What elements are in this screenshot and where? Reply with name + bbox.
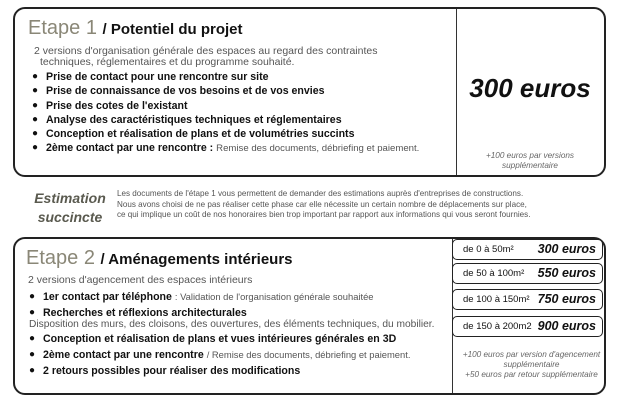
- list-item: ● Analyse des caractéristiques techniques et réglementaires: [32, 114, 419, 126]
- list-item: ● 2ème contact par une rencontre : Remise des documents, débriefing et paiement.: [32, 142, 419, 154]
- list-item: ● 1er contact par téléphone : Validation de l'organisation générale souhaitée: [29, 291, 434, 303]
- stage1-extra-line: +100 euros par versions: [485, 151, 575, 160]
- stage2-list: [29, 291, 434, 377]
- price-range: de 100 à 150m²: [463, 294, 530, 305]
- list-item: ● Prise des cotes de l'existant: [32, 100, 419, 112]
- price-row: [452, 263, 603, 284]
- stage2-title: Etape 2: [26, 247, 95, 269]
- stage1-description-line: techniques, réglementaires et du programme souhaité.: [40, 56, 295, 68]
- stage1-extra-line: supplémentaire: [502, 160, 558, 170]
- list-item: ● Conception et réalisation de plans et de volumétries succints: [32, 128, 419, 140]
- price-row: [452, 289, 603, 310]
- estimation-text-line: Les documents de l'étape 1 vous permettent de demander des estimations auprès d'entreprises de constructions.: [117, 189, 524, 198]
- stage1-price: 300 euros: [469, 73, 591, 103]
- stage1-list: [32, 71, 419, 154]
- stage2-extra-line: +50 euros par retour supplémentaire: [465, 370, 598, 379]
- price-amount: 900 euros: [537, 319, 596, 333]
- list-item-note: : Validation de l'organisation générale souhaitée: [174, 291, 374, 302]
- list-item: ● 2 retours possibles pour réaliser des modifications: [29, 365, 434, 377]
- stage2-subtitle: / Aménagements intérieurs: [100, 251, 293, 268]
- list-item: ● 2ème contact par une rencontre / Remise des documents, débriefing et paiement.: [29, 349, 434, 361]
- price-amount: 750 euros: [537, 292, 596, 306]
- price-row: [452, 316, 603, 337]
- price-row: [452, 239, 603, 260]
- stage2-extra-line: supplémentaire: [503, 360, 560, 369]
- estimation-text-line: Nous avons choisi de ne pas réaliser cette phase car elle nécessite un certain nombre de déplacements sur place,: [117, 199, 527, 209]
- stage2-divider: [452, 239, 453, 393]
- stage2-heading: [26, 247, 293, 270]
- list-item-detail: Disposition des murs, des cloisons, des ouvertures, des éléments techniques, du mobilier.: [29, 319, 435, 330]
- stage2-extra-line: +100 euros par version d'agencement: [462, 350, 601, 359]
- price-range: de 0 à 50m²: [463, 244, 514, 255]
- price-amount: 550 euros: [537, 266, 596, 280]
- list-item-note: Remise des documents, débriefing et paiement.: [216, 143, 420, 155]
- stage1-description: [34, 46, 377, 68]
- price-amount: 300 euros: [537, 242, 596, 256]
- list-item: ● Recherches et réflexions architecturales Disposition des murs, des cloisons, des ouvertures, des éléments techniques, du mobilier.: [29, 307, 434, 330]
- price-range: de 50 à 100m²: [463, 268, 525, 279]
- list-item: ● Prise de contact pour une rencontre sur site: [32, 71, 419, 83]
- list-item-note: / Remise des documents, débriefing et paiement.: [206, 349, 411, 360]
- stage1-extra-note: [456, 151, 604, 170]
- estimation-text-line: ce qui implique un coût de nos honoraires bien trop important par rapport aux informations qui vous seront fournies.: [117, 210, 531, 219]
- stage1-description-line: 2 versions d'organisation générale des espaces au regard des contraintes: [34, 45, 378, 57]
- stage1-subtitle: / Potentiel du projet: [102, 21, 243, 38]
- list-item: ● Prise de connaissance de vos besoins et de vos envies: [32, 85, 419, 97]
- price-range: de 150 à 200m2: [463, 321, 532, 332]
- stage1-title: Etape 1: [28, 17, 97, 39]
- estimation-title: Estimation succincte: [34, 190, 106, 225]
- estimation-text: [117, 189, 530, 221]
- stage1-card: [13, 7, 606, 177]
- stage2-extra-note: [456, 350, 607, 380]
- stage2-description: 2 versions d'agencement des espaces intérieurs: [28, 274, 253, 286]
- list-item: ● Conception et réalisation de plans et vues intérieures générales en 3D: [29, 333, 434, 345]
- stage1-heading: [28, 17, 243, 40]
